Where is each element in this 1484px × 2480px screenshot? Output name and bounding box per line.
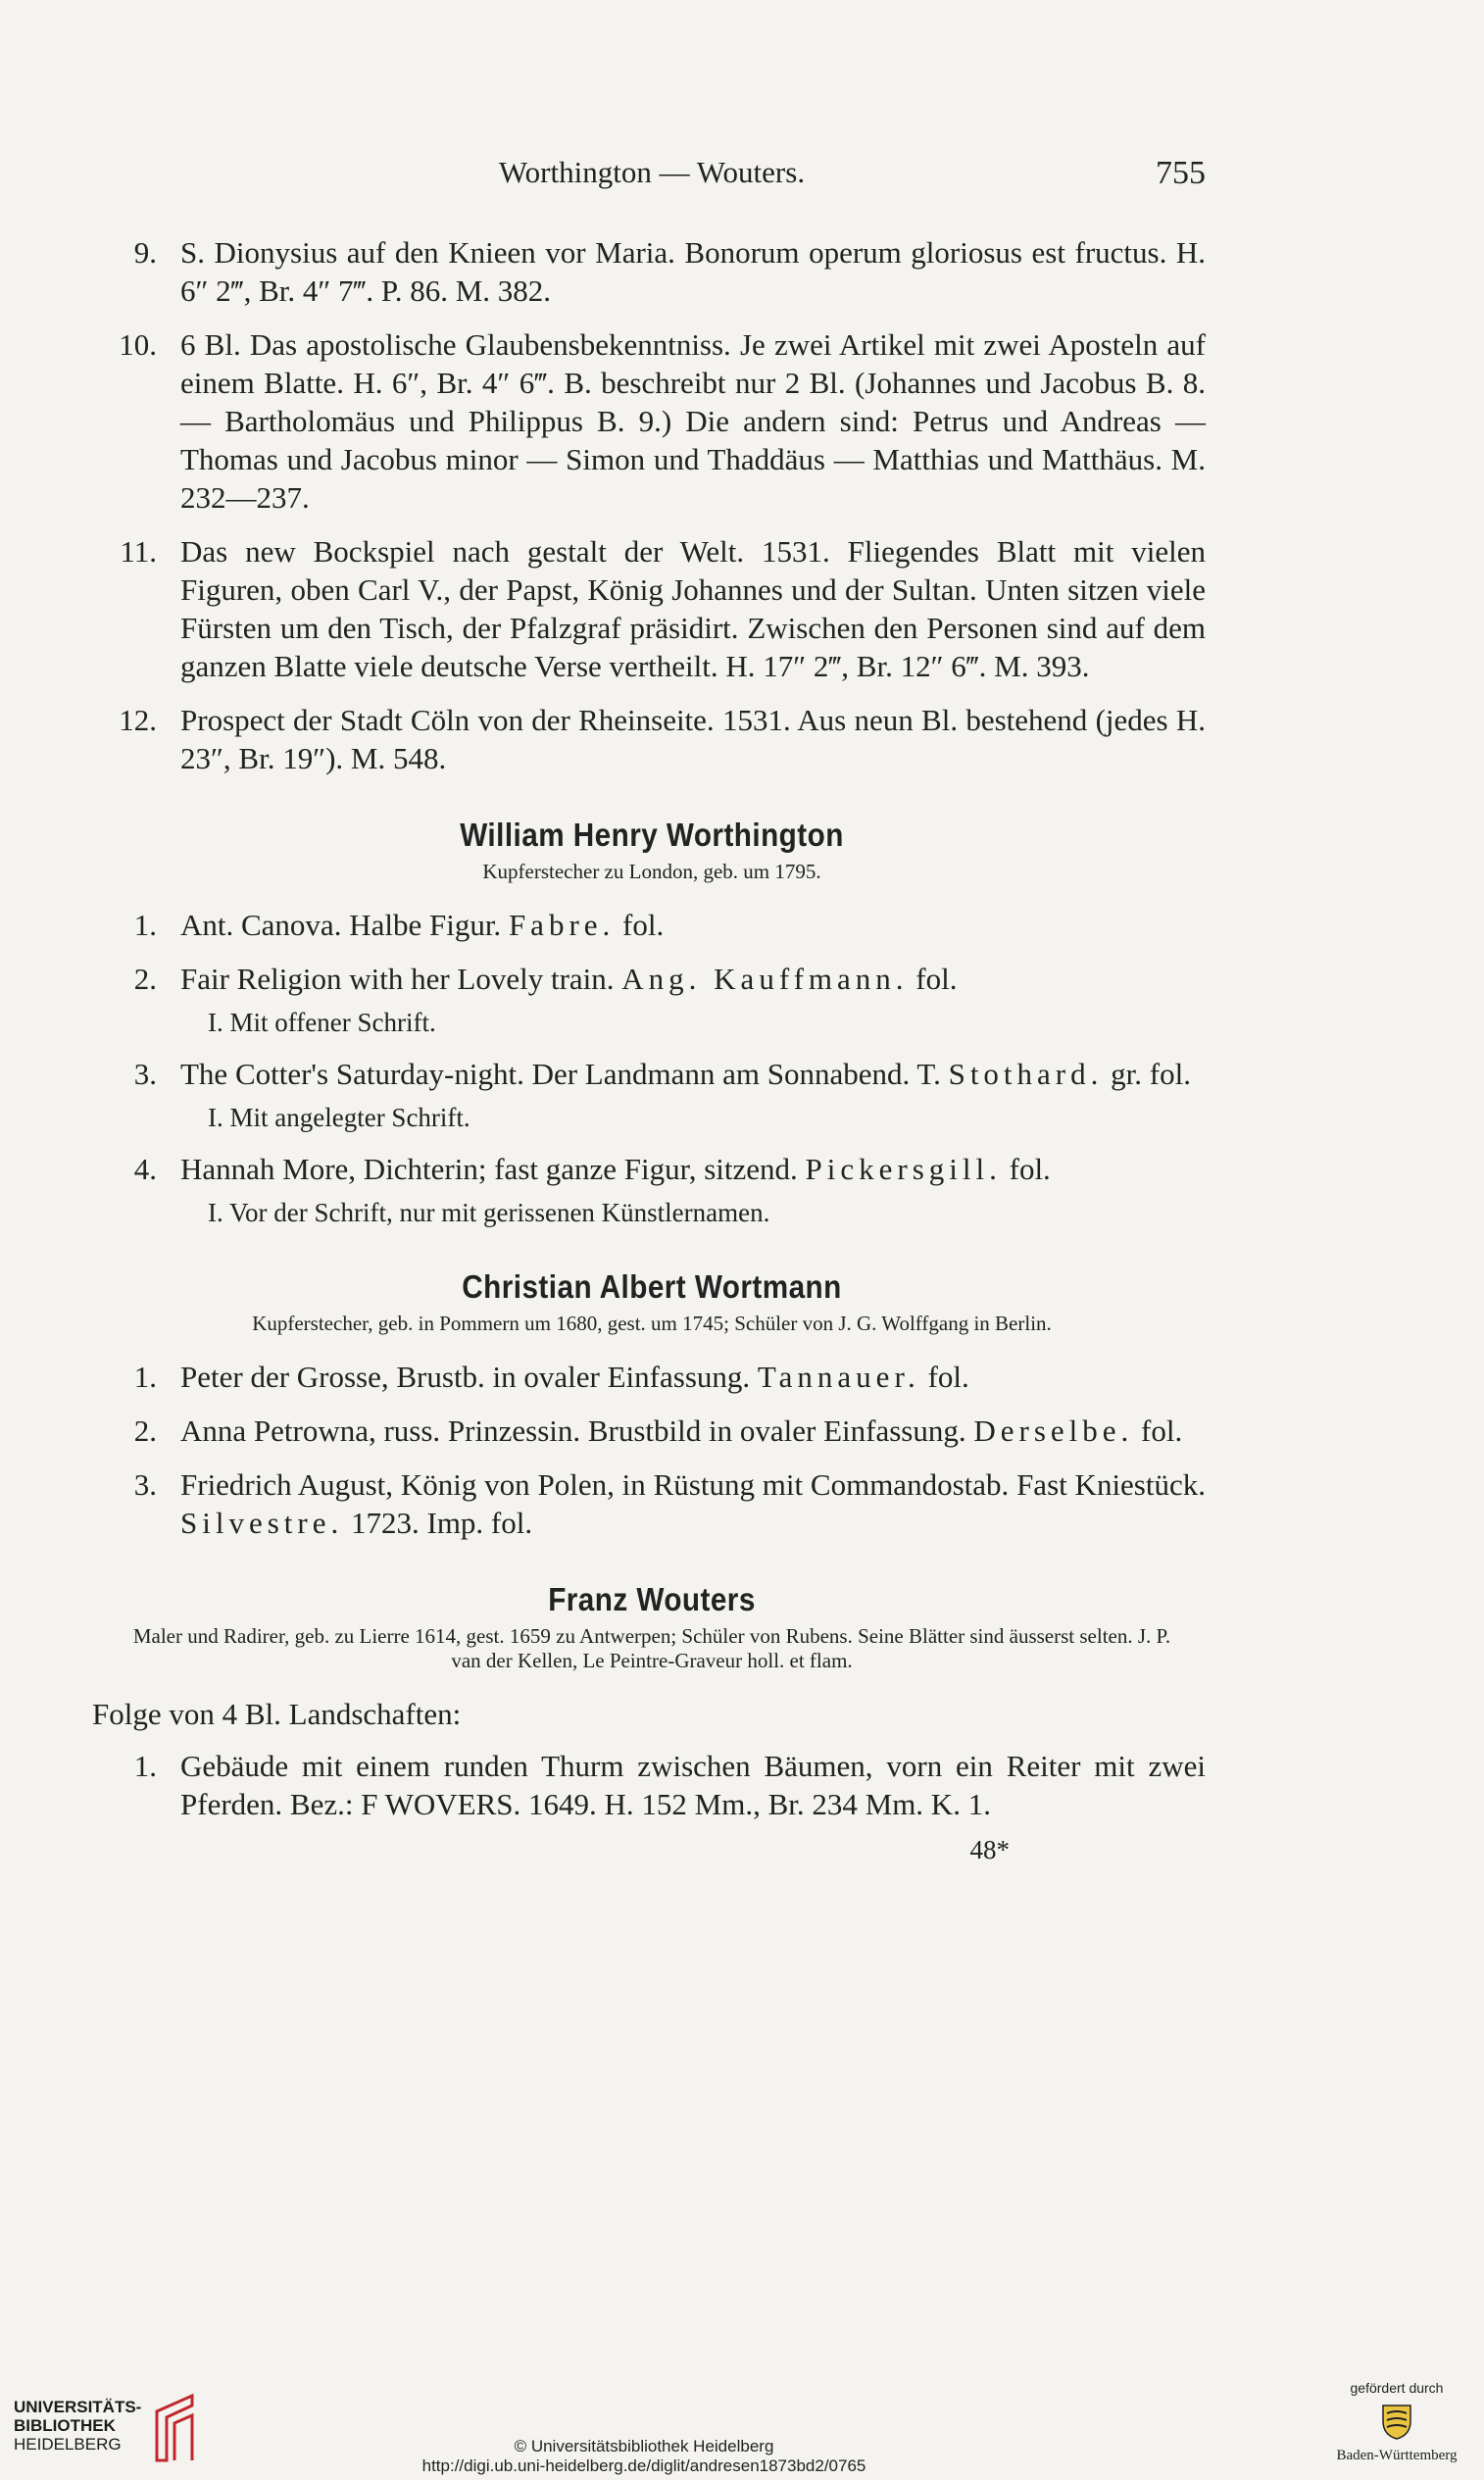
section-title-wortmann: Christian Albert Wortmann xyxy=(462,1268,842,1305)
funder-block xyxy=(1333,2380,1460,2464)
source-url[interactable]: http://digi.ub.uni-heidelberg.de/diglit/andresen1873bd2/0765 xyxy=(421,2456,866,2475)
state-note: I. Mit offener Schrift. xyxy=(208,1008,436,1037)
entry-number: 2. xyxy=(133,962,157,996)
section-subtitle: Kupferstecher, geb. in Pommern um 1680, gest. um 1745; Schüler von J. G. Wolffgang in Berlin. xyxy=(252,1312,1052,1335)
entry-12 xyxy=(98,701,1206,777)
entry-text: Prospect der Stadt Cöln von der Rheinseite. 1531. Aus neun Bl. bestehend (jedes H. 23″, Br. 19″). M. 548. xyxy=(180,703,1206,775)
funded-by-label: gefördert durch xyxy=(1350,2380,1444,2396)
signature-mark: 48* xyxy=(969,1835,1010,1864)
entry-tail: fol. xyxy=(915,962,958,996)
entry-text: Friedrich August, König von Polen, in Rüstung mit Commandostab. Fast Kniestück. xyxy=(180,1467,1206,1502)
series-intro: Folge von 4 Bl. Landschaften: xyxy=(92,1697,462,1731)
coat-of-arms-icon xyxy=(1379,2402,1414,2441)
entry-tail: fol. xyxy=(1009,1152,1051,1186)
entry-artist: Stothard. xyxy=(948,1057,1104,1091)
entry-text: 6 Bl. Das apostolische Glaubensbekenntniss. Je zwei Artikel mit zwei Aposteln auf einem Blatte. H. 6″, Br. 4″ 6‴. B. beschreibt nur 2 Bl. (Johannes und Jacobus B. 8. — Bartholomäus und Philippus B. 9.) Die andern sind: Petrus und Andreas — Thomas und Jacobus minor — Simon und Thaddäus — Matthias und Matthäus. M. 232—237. xyxy=(180,327,1206,515)
funder-name: Baden-Württemberg xyxy=(1336,2448,1458,2463)
wortmann-entry-3 xyxy=(98,1465,1206,1542)
section-title-wouters: Franz Wouters xyxy=(548,1581,756,1617)
entry-tail: fol. xyxy=(622,908,665,942)
section-subtitle: Maler und Radirer, geb. zu Lierre 1614, gest. 1659 zu Antwerpen; Schüler von Rubens. Seine Blätter sind äusserst selten. J. P. van der Kellen, Le Peintre-Graveur holl. et flam. xyxy=(132,1624,1171,1672)
copyright-block xyxy=(0,2437,1288,2476)
entry-11 xyxy=(98,532,1206,685)
entry-number: 4. xyxy=(133,1152,157,1186)
page-number: 755 xyxy=(1156,155,1206,191)
entry-number: 1. xyxy=(133,1360,157,1394)
worthington-entry-1 xyxy=(98,906,1206,944)
entry-text: Peter der Grosse, Brustb. in ovaler Einfassung. xyxy=(180,1360,751,1394)
entry-tail: 1723. Imp. fol. xyxy=(351,1506,533,1540)
entry-number: 12. xyxy=(119,703,157,737)
entry-number: 3. xyxy=(133,1467,157,1502)
worthington-entry-4 xyxy=(98,1150,1206,1188)
copyright-text: © Universitätsbibliothek Heidelberg xyxy=(514,2437,774,2455)
entry-text: Das new Bockspiel nach gestalt der Welt. 1531. Fliegendes Blatt mit vielen Figuren, oben Carl V., der Papst, König Johannes und der Sultan. Unten sitzen viele Fürsten um den Tisch, der Pfalzgraf präsidirt. Zwischen den Personen sind auf dem ganzen Blatte viele deutsche Verse vertheilt. H. 17″ 2‴, Br. 12″ 6‴. M. 393. xyxy=(180,534,1206,683)
entry-tail: gr. fol. xyxy=(1111,1057,1191,1091)
entry-number: 10. xyxy=(119,327,157,362)
entry-text: S. Dionysius auf den Knieen vor Maria. Bonorum operum gloriosus est fructus. H. 6″ 2‴, Br. 4″ 7‴. P. 86. M. 382. xyxy=(180,235,1206,308)
entry-text: Ant. Canova. Halbe Figur. xyxy=(180,908,502,942)
entry-text: Fair Religion with her Lovely train. xyxy=(180,962,615,996)
entry-artist: Fabre. xyxy=(508,908,616,942)
header-title: Worthington — Wouters. xyxy=(498,155,806,189)
entry-number: 1. xyxy=(133,1749,157,1783)
entry-text: Anna Petrowna, russ. Prinzessin. Brustbild in ovaler Einfassung. xyxy=(180,1414,966,1448)
wortmann-entry-1 xyxy=(98,1358,1206,1396)
entry-text: The Cotter's Saturday-night. Der Landmann am Sonnabend. T. xyxy=(180,1057,941,1091)
state-note: I. Mit angelegter Schrift. xyxy=(208,1103,470,1132)
body-text xyxy=(92,233,1206,1865)
library-name-line2: BIBLIOTHEK xyxy=(14,2416,116,2435)
wouters-entry-1 xyxy=(98,1747,1206,1823)
entry-tail: fol. xyxy=(927,1360,969,1394)
worthington-entry-2 xyxy=(98,960,1206,998)
entry-artist: Tannauer. xyxy=(757,1360,920,1394)
section-subtitle: Kupferstecher zu London, geb. um 1795. xyxy=(482,860,821,883)
entry-tail: fol. xyxy=(1141,1414,1183,1448)
footer xyxy=(0,2362,1484,2480)
entry-artist: Ang. Kauffmann. xyxy=(621,962,909,996)
running-header xyxy=(98,155,1206,198)
entry-artist: Derselbe. xyxy=(973,1414,1134,1448)
entry-number: 1. xyxy=(133,908,157,942)
entry-number: 11. xyxy=(120,534,157,569)
entry-10 xyxy=(98,325,1206,517)
wortmann-entry-2 xyxy=(98,1412,1206,1450)
entry-9 xyxy=(98,233,1206,310)
entry-number: 3. xyxy=(133,1057,157,1091)
state-note: I. Vor der Schrift, nur mit gerissenen Künstlernamen. xyxy=(208,1198,770,1227)
worthington-entry-3 xyxy=(98,1055,1206,1093)
entry-number: 9. xyxy=(133,235,157,270)
entry-artist: Pickersgill. xyxy=(805,1152,1002,1186)
entry-number: 2. xyxy=(133,1414,157,1448)
section-title-worthington: William Henry Worthington xyxy=(460,817,844,853)
library-name-line3: HEIDELBERG xyxy=(14,2435,122,2454)
entry-text: Hannah More, Dichterin; fast ganze Figur, sitzend. xyxy=(180,1152,798,1186)
entry-text: Gebäude mit einem runden Thurm zwischen Bäumen, vorn ein Reiter mit zwei Pferden. Bez.: F WOVERS. 1649. H. 152 Mm., Br. 234 Mm. K. 1. xyxy=(180,1749,1206,1821)
library-name-line1: UNIVERSITÄTS- xyxy=(14,2398,142,2416)
entry-artist: Silvestre. xyxy=(180,1506,344,1540)
